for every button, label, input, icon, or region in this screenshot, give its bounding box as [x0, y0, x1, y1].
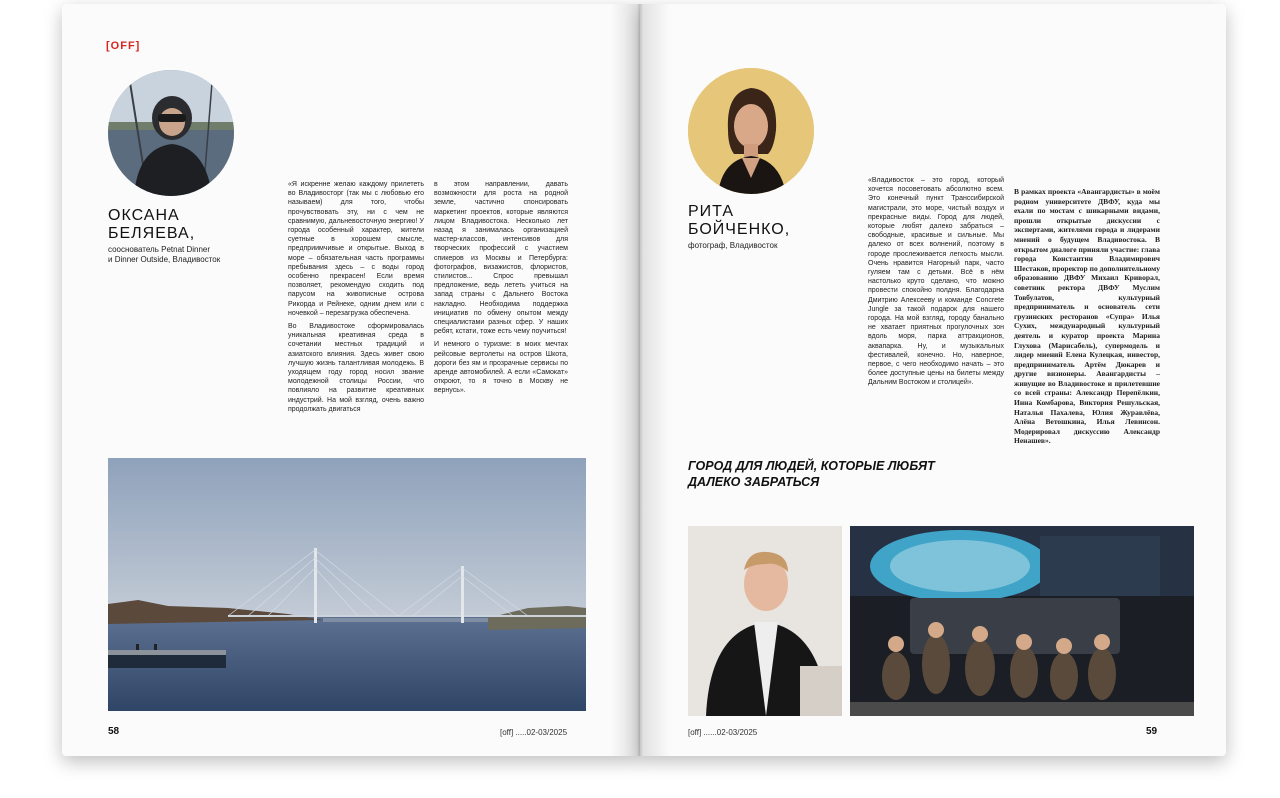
name-oksana-line1: ОКСАНА [108, 207, 180, 224]
text-column-1 [288, 180, 424, 418]
portrait-photo [688, 526, 842, 716]
avatar-oksana [108, 70, 234, 196]
paragraph: И немного о туризме: в моих мечтах рейсовые вертолеты на остров Шкота, дороги без ям и прозрачные сервисы по аренде автомобилей. А если «Самокат» откроют, то я точно в Москву не вернусь». [434, 341, 568, 395]
bridge-photo [108, 458, 586, 711]
footer-right: [off] ......02-03/2025 [688, 728, 758, 737]
page-number-right: 59 [1146, 726, 1158, 737]
name-rita-line2: БОЙЧЕНКО, [688, 221, 791, 238]
paragraph: «Я искренне желаю каждому прилететь во Владивосторг (так мы с любовью его называем) для того, чтобы прочувствовать эту, ни с чем не сравнимую, дальневосточную энергию! У города особенный характер, жители суетные в хорошем смысле, предприимчивые и открытые. Выход в море – обязательная часть программы пребывания здесь – с воды город особенно прекрасен! Если время позволяет, рекомендую сходить под парусом на живописные острова Рикорда и Рейнеке, одним днем или с ночевкой – перезагрузка обеспечена. [288, 181, 424, 317]
text-column-2 [434, 180, 568, 400]
right-page [640, 4, 1226, 756]
avatar-rita [688, 68, 814, 194]
footer-left: [off] .....02-03/2025 [500, 728, 568, 737]
quote-column [868, 176, 1004, 392]
headline-line2: ДАЛЕКО ЗАБРАТЬСЯ [688, 475, 820, 489]
paragraph: в этом направлении, давать возможности для роста на родной земле, частично спонсировать маркетинг проектов, которые являются лицом Владивостока. Несколько лет назад я занималась организацией мастер-классов, интенсивов для творческих профессий с участием спикеров из Москвы и Петербурга: фотографов, визажистов, флористов, стилистов... Спрос превышал предложение, ведь лететь учиться на запад страны с Дальнего Востока накладно. Необходима поддержка инициатив по обмену опытом между специалистами разных сфер. У наших ребят, кстати, тоже есть чему поучиться! [434, 181, 568, 336]
name-oksana-line2: БЕЛЯЕВА, [108, 225, 196, 242]
paragraph: Во Владивостоке сформировалась уникальная креативная среда в сочетании местных традиций и азиатского влияния. Здесь живет свою лучшую жизнь талантливая молодежь. В уходящем году город носил звание молодежной столицы России, что повлияло на развитие креативных индустрий. На мой взгляд, очень важно продолжать двигаться [288, 323, 424, 413]
page-number-left: 58 [108, 726, 120, 737]
project-column [1014, 187, 1160, 446]
headline-line1: ГОРОД ДЛЯ ЛЮДЕЙ, КОТОРЫЕ ЛЮБЯТ [688, 459, 935, 473]
role-oksana-line1: сооснователь Petnat Dinner [108, 245, 211, 254]
book-gutter [610, 4, 670, 756]
role-oksana-line2: и Dinner Outside, Владивосток [108, 255, 221, 264]
project-paragraph: В рамках проекта «Авангардисты» в моём родном университете ДВФУ, куда мы ехали по мостам с шикарными видами, прошли открытые дискуссии с экспертами, жителями города и лидерами мнений о будущем Владивостока. В открытом диалоге приняли участие: глава города Константин Владимирович Шестаков, проректор по дополнительному образованию ДВФУ Михаил Криворал, советник ректора ДВФУ Муслим Товбулатов, культурный предприниматель и основатель сети грузинских ресторанов «Супра» Илья Сухих, международный культурный деятель и куратор проекта Марина Глухова (Марисабель), супермодель и лидер мнений Елена Кулецкая, инвестор, предприниматель Артём Дюкарев и другие визионеры. Авангардисты – живущие во Владивостоке и прилетевшие со всей страны: Александр Перепёлкин, Инна Комбарова, Виктория Решульская, Наталья Пахалева, Юлия Журавлёва, Алёна Ветошкина, Илья Левинсон. Модерировал дискуссию Александр Ненашев». [1014, 187, 1160, 446]
group-photo [850, 526, 1194, 716]
quote-paragraph: «Владивосток – это город, который хочется посоветовать абсолютно всем. Это конечный пункт Транссибирской магистрали, это море, чистый воздух и прекрасные виды. Город для людей, которые любят далеко забраться – свободные, красивые и сильные. Мы далеко от всех волнений, поэтому в городе прослеживается легкость мысли. Очень нравится Нагорный парк, часто гуляем там с детьми. Всё в нём настолько круто сделано, что можно провести спокойно полдня. Благодарна Дмитрию Алексееву и команде Concrete Jungle за такой подарок для нашего города. На мой взгляд, городу банально не хватает приятных прогулочных зон вдоль моря, парка аттракционов, аквапарка. Ну, и музыкальных фестивалей, конечно. Но, наверное, первое, с чего необходимо начать – это более доступные цены на билеты между Дальним Востоком и столицей». [868, 177, 1004, 387]
name-rita-line1: РИТА [688, 203, 735, 220]
role-rita: фотограф, Владивосток [688, 241, 778, 250]
magazine-spread [62, 4, 1226, 756]
left-page [62, 4, 640, 756]
section-tag: [OFF] [106, 40, 141, 52]
